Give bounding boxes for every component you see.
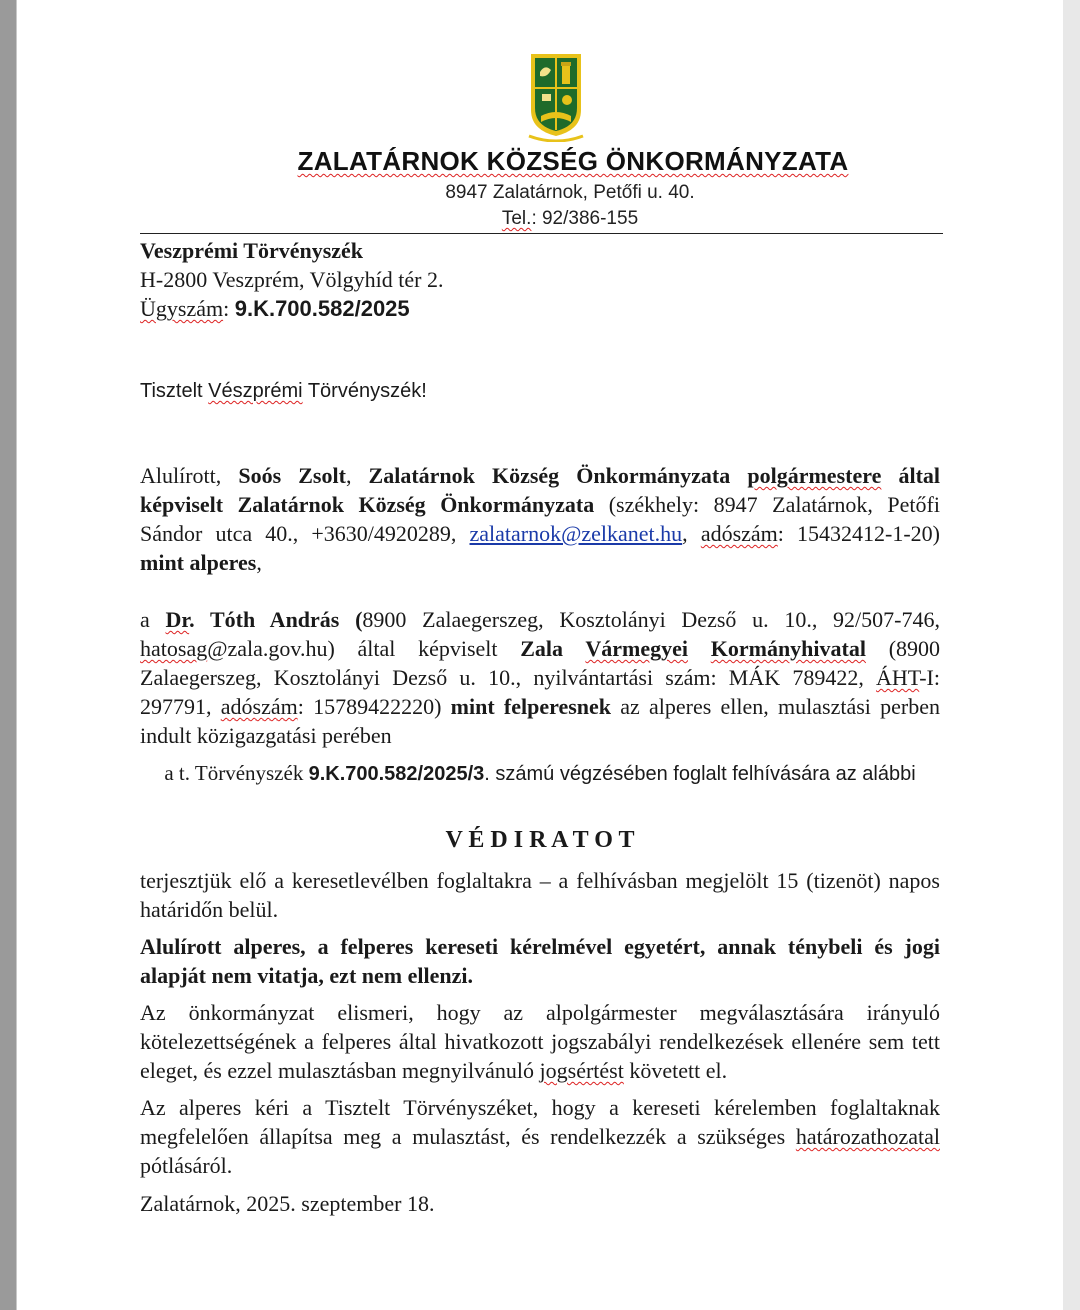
header-divider <box>140 233 943 234</box>
org-name: ZALATÁRNOK KÖZSÉG ÖNKORMÁNYZATA <box>297 146 849 176</box>
organization-title <box>0 146 1080 177</box>
recipient-address: H-2800 Veszprém, Völgyhíd tér 2. <box>140 267 444 292</box>
request-paragraph: Az alperes kéri a Tisztelt Törvényszéket, hogy a kereseti kérelemben foglaltaknak megfelelően állapítsa meg a mulasztást, és rendelkezzék a szükséges határozathozatal pótlásáról. <box>140 1095 940 1178</box>
submission-paragraph: terjesztjük elő a keresetlevélben foglaltakra – a felhívásban megjelölt 15 (tizenöt) napos határidőn belül. <box>140 868 940 922</box>
org-address: 8947 Zalatárnok, Petőfi u. 40. <box>445 182 695 203</box>
admission-paragraph: Az önkormányzat elismeri, hogy az alpolgármester megválasztására irányuló kötelezettségének a felperes által hivatkozott jogszabályi rendelkezések ellenére sem tett eleget, és ezzel mulasztásban megnyilvánuló jogsértést követett el. <box>140 1000 940 1083</box>
agreement-paragraph: Alulírott alperes, a felperes kereseti kérelmével egyetért, annak ténybeli és jogi alapját nem vitatja, ezt nem ellenzi. <box>140 934 940 988</box>
org-phone: Tel.: 92/386-155 <box>501 208 639 229</box>
case-number-line: Ügyszám: 9.K.700.582/2025 <box>140 296 410 321</box>
recipient-block <box>140 236 940 323</box>
email-link[interactable]: zalatarnok@zelkanet.hu <box>469 521 683 546</box>
place-date: Zalatárnok, 2025. szeptember 18. <box>140 1191 435 1216</box>
defendant-paragraph: Alulírott, Soós Zsolt, Zalatárnok Község Önkormányzata polgármestere által képviselt Zalatárnok Község Önkormányzata (székhely: 8947 Zalatárnok, Petőfi Sándor utca 40., +3630/4920289, zalatarnok@zelkanet.hu, adószám: 15432412-1-20) mint alperes, <box>140 463 941 575</box>
coat-of-arms-icon <box>527 50 585 142</box>
recipient-name: Veszprémi Törvényszék <box>140 238 364 263</box>
plaintiff-paragraph: a Dr. Tóth András (8900 Zalaegerszeg, Kosztolányi Dezső u. 10., 92/507-746, hatosag@zala.gov.hu) által képviselt Zala Vármegyei Kormányhivatal (8900 Zalaegerszeg, Kosztolányi Dezső u. 10., nyilvántartási szám: MÁK 789422, ÁHT-I: 297791, adószám: 15789422220) mint felperesnek az alperes ellen, mulasztási perben indult közigazgatási perében <box>140 607 941 748</box>
order-reference: a t. Törvényszék 9.K.700.582/2025/3. számú végzésében foglalt felhívására az alábbi <box>164 761 916 785</box>
case-number: 9.K.700.582/2025 <box>234 296 410 321</box>
salutation: Tisztelt Vészprémi Törvényszék! <box>140 380 427 402</box>
document-heading: V É D I R A T O T <box>445 827 635 853</box>
